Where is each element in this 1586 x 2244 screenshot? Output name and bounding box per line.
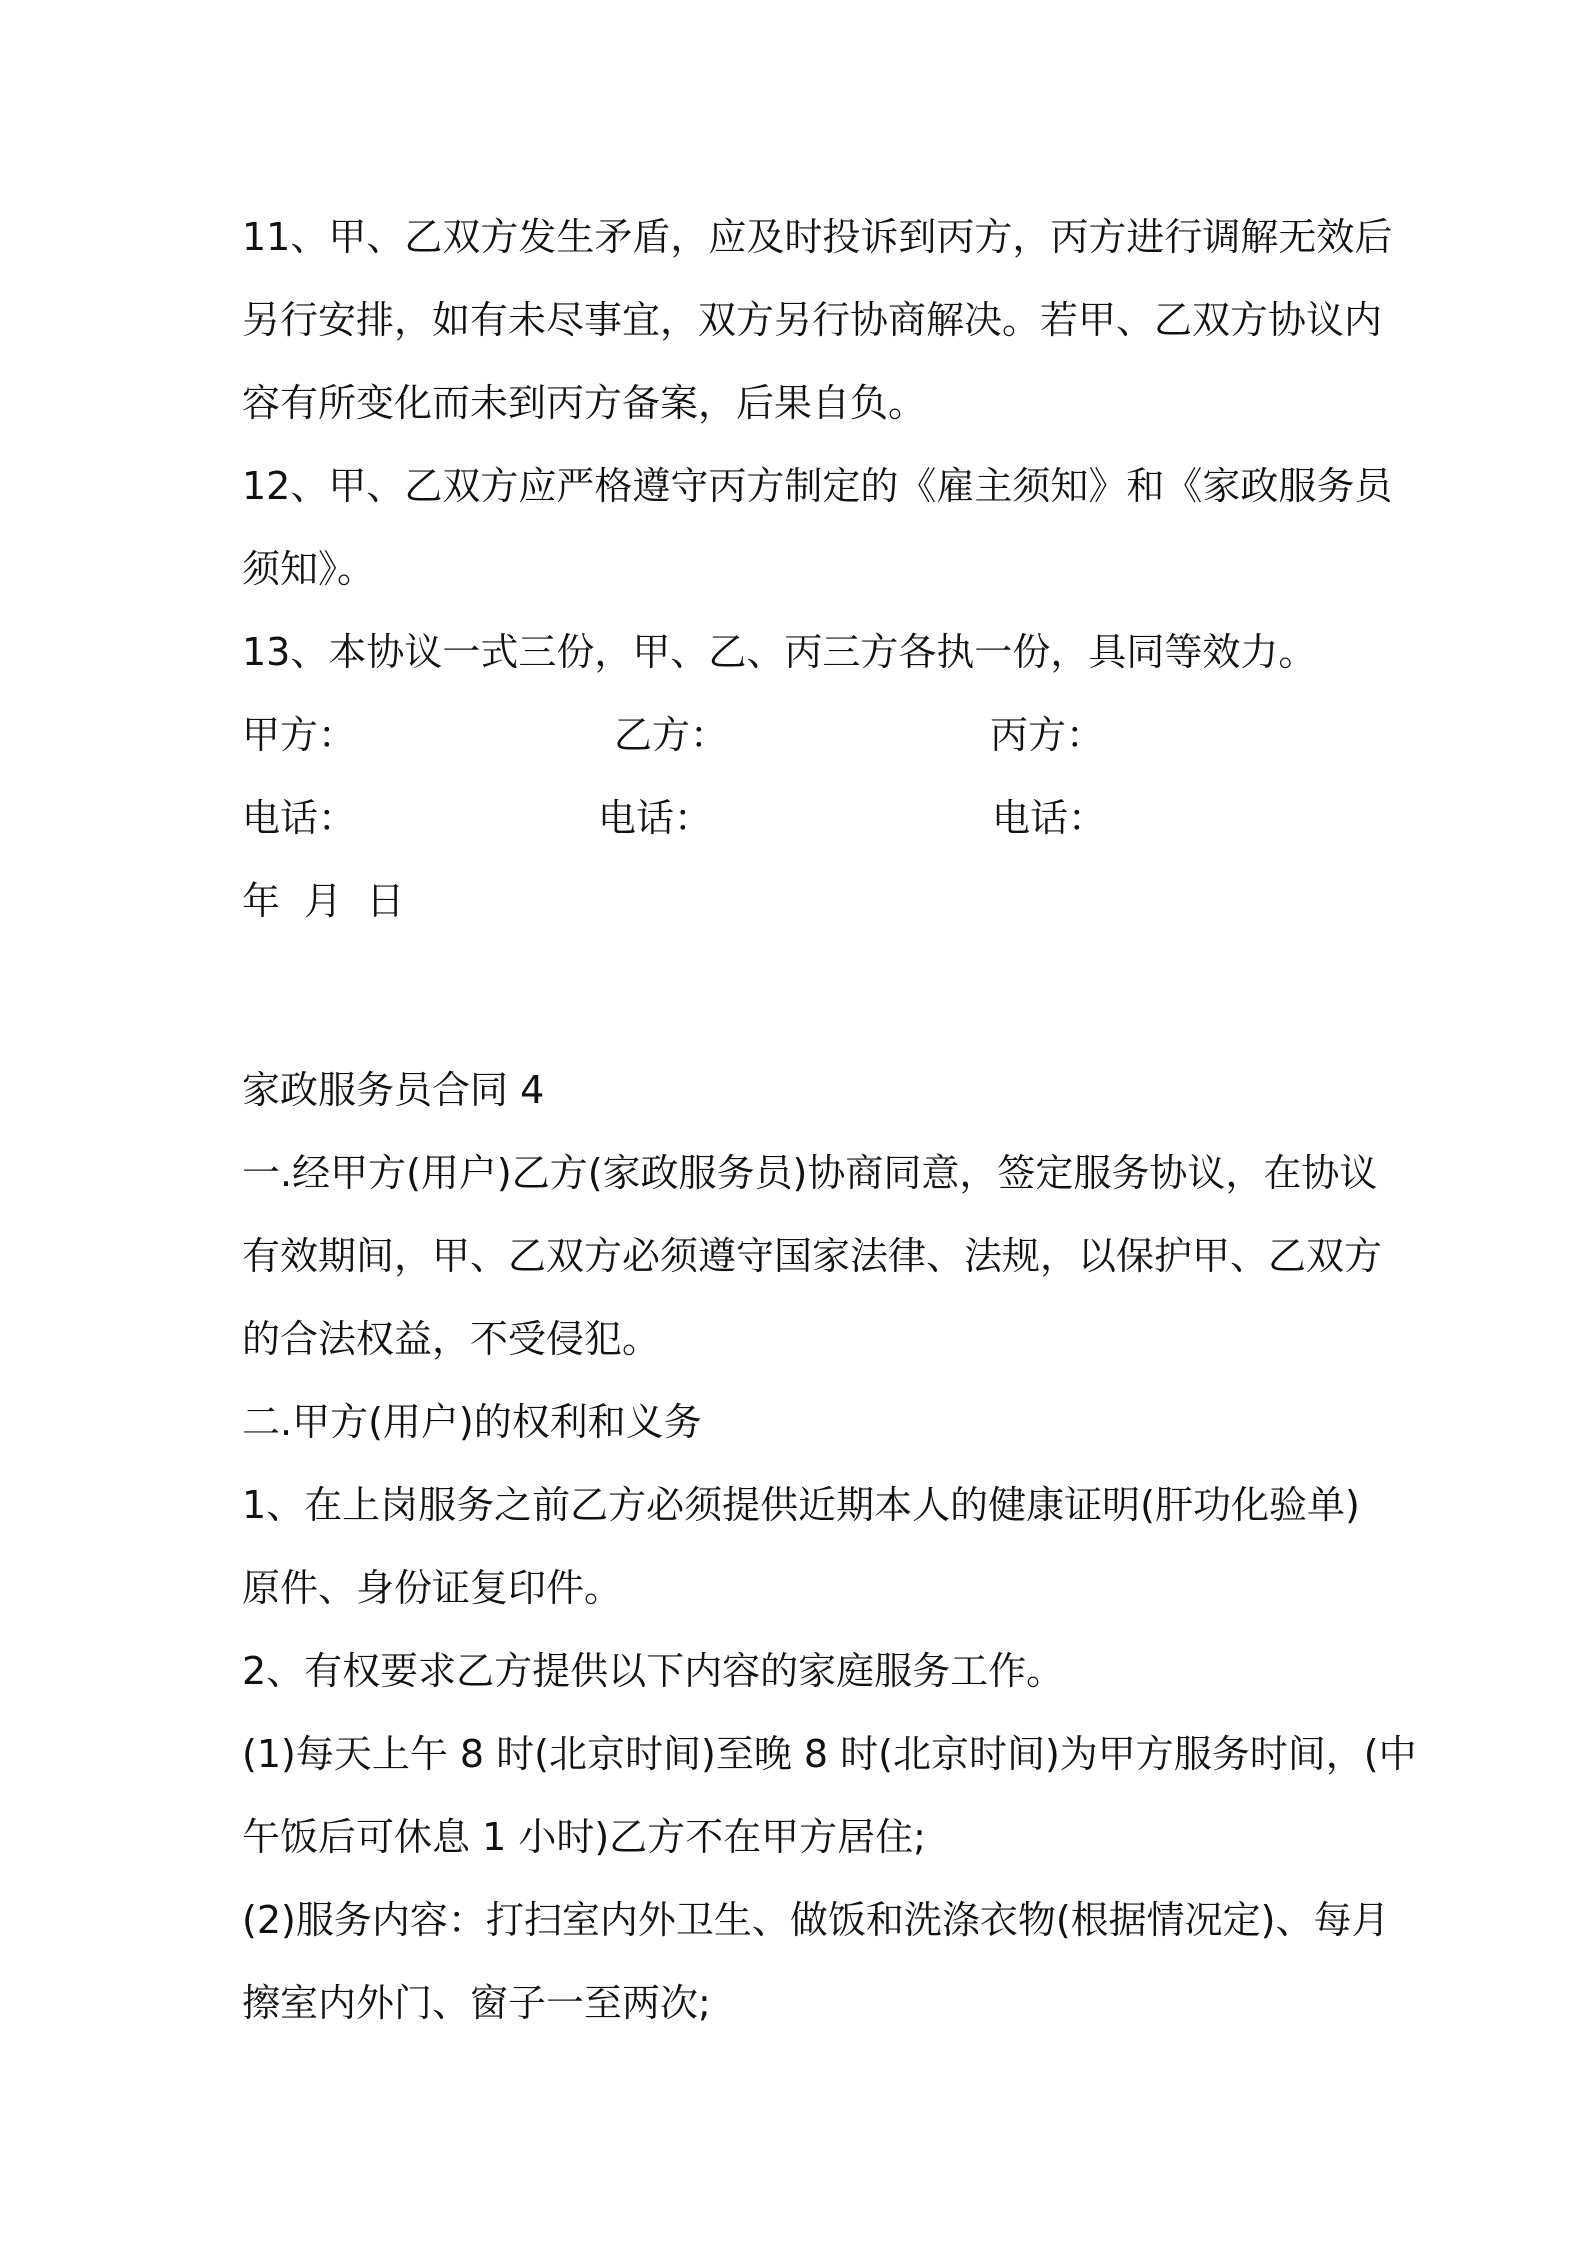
item-2: 2、有权要求乙方提供以下内容的家庭服务工作。: [242, 1649, 1065, 1693]
part-1-line-2: 有效期间，甲、乙双方必须遵守国家法律、法规，以保护甲、乙双方: [242, 1234, 1383, 1278]
party-a-label: 甲方：: [242, 713, 357, 757]
clause-11: [242, 196, 1393, 445]
signature-date-row: [242, 860, 1352, 943]
signature-phone-row: [242, 777, 1352, 860]
section-4-title: 家政服务员合同 4: [242, 1068, 545, 1112]
phone-a-label: 电话：: [242, 796, 357, 840]
part-2-heading: 二.甲方(用户)的权利和义务: [242, 1400, 702, 1444]
party-b-label: 乙方：: [614, 713, 729, 757]
date-label: 年 月 日: [242, 879, 405, 923]
part-1-line-1: 一.经甲方(用户)乙方(家政服务员)协商同意，签定服务协议，在协议: [242, 1151, 1378, 1195]
section-spacer: [242, 943, 1352, 1049]
clause-12-line-2: 须知》。: [242, 547, 376, 591]
document-body: [242, 196, 1417, 2045]
clause-11-line-2: 另行安排，如有未尽事宜，双方另行协商解决。若甲、乙双方协议内: [242, 298, 1383, 342]
item-1-line-2: 原件、身份证复印件。: [242, 1566, 623, 1610]
item-1-line-1: 1、在上岗服务之前乙方必须提供近期本人的健康证明(肝功化验单): [242, 1483, 1360, 1527]
clause-12: [242, 445, 1393, 611]
part-1-line-3: 的合法权益，不受侵犯。: [242, 1317, 661, 1361]
party-c-label: 丙方：: [990, 713, 1105, 757]
signature-party-row: [242, 694, 1352, 777]
clause-11-line-3: 容有所变化而未到丙方备案，后果自负。: [242, 381, 927, 425]
sub-item-1-line-2: 午饭后可休息 1 小时)乙方不在甲方居住;: [242, 1815, 926, 1859]
clause-13-line-1: 13、本协议一式三份，甲、乙、丙三方各执一份，具同等效力。: [242, 630, 1317, 674]
sub-item-2-line-1: (2)服务内容：打扫室内外卫生、做饭和洗涤衣物(根据情况定)、每月: [242, 1898, 1390, 1942]
clause-12-line-1: 12、甲、乙双方应严格遵守丙方制定的《雇主须知》和《家政服务员: [242, 464, 1393, 508]
sub-item-2: [242, 1879, 1390, 2045]
clause-13: [242, 611, 1352, 694]
item-1: [242, 1464, 1360, 1630]
part-1: [242, 1132, 1383, 1381]
sub-item-1: [242, 1713, 1417, 1879]
sub-item-2-line-2: 擦室内外门、窗子一至两次;: [242, 1981, 711, 2025]
phone-b-label: 电话：: [598, 796, 713, 840]
clause-11-line-1: 11、甲、乙双方发生矛盾，应及时投诉到丙方，丙方进行调解无效后: [242, 215, 1393, 259]
phone-c-label: 电话：: [992, 796, 1107, 840]
sub-item-1-line-1: (1)每天上午 8 时(北京时间)至晚 8 时(北京时间)为甲方服务时间，(中: [242, 1732, 1417, 1776]
